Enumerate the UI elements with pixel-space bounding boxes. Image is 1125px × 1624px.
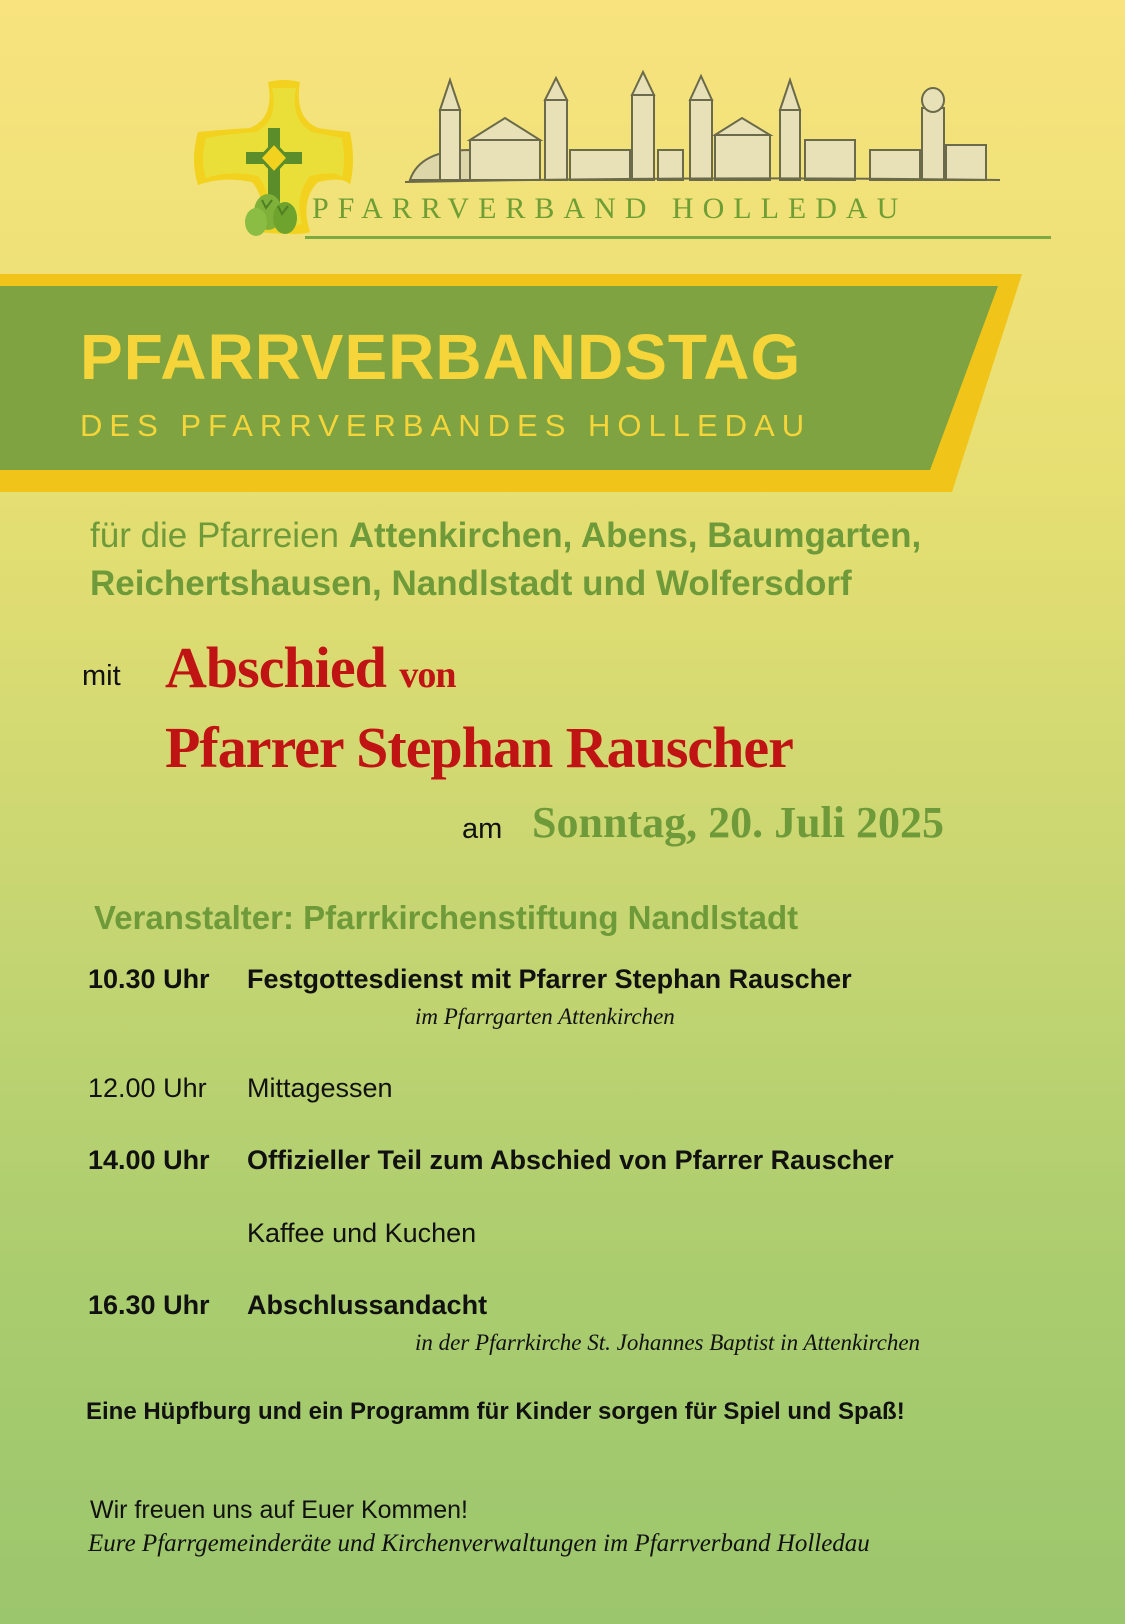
schedule-title: Mittagessen — [247, 1073, 393, 1103]
schedule-time: 10.30 Uhr — [88, 964, 210, 994]
organizer: Veranstalter: Pfarrkirchenstiftung Nandlstadt — [94, 899, 799, 936]
parishes-intro: für die Pfarreien — [90, 516, 349, 555]
schedule-time: 16.30 Uhr — [88, 1290, 210, 1320]
parishes-text — [90, 512, 1100, 608]
signature: Eure Pfarrgemeinderäte und Kirchenverwaltungen im Pfarrverband Holledau — [88, 1530, 870, 1557]
event-date: Sonntag, 20. Juli 2025 — [532, 798, 944, 847]
schedule-title: Festgottesdienst mit Pfarrer Stephan Rauscher — [247, 964, 852, 994]
von-word: von — [399, 654, 456, 696]
pastor-name: Pfarrer Stephan Rauscher — [165, 715, 793, 780]
kids-program-note: Eine Hüpfburg und ein Programm für Kinder sorgen für Spiel und Spaß! — [86, 1398, 905, 1425]
event-title: PFARRVERBANDSTAG — [80, 321, 802, 393]
abschied-word: Abschied — [165, 635, 386, 700]
logo-underline — [305, 236, 1051, 239]
schedule-time: 14.00 Uhr — [88, 1145, 210, 1175]
schedule-title: Offizieller Teil zum Abschied von Pfarrer Rauscher — [247, 1145, 894, 1175]
mit-label: mit — [82, 660, 121, 692]
closing-text: Wir freuen uns auf Euer Kommen! — [90, 1496, 468, 1524]
church-skyline-icon — [405, 72, 1000, 182]
schedule-time: 12.00 Uhr — [88, 1073, 207, 1103]
am-label: am — [462, 813, 503, 845]
farewell-heading — [165, 634, 455, 701]
schedule-location: im Pfarrgarten Attenkirchen — [415, 1004, 675, 1029]
schedule-title: Kaffee und Kuchen — [247, 1218, 477, 1248]
schedule-location: in der Pfarrkirche St. Johannes Baptist in Attenkirchen — [415, 1330, 921, 1355]
parishes-list: Attenkirchen, Abens, Baumgarten, Reichertshausen, Nandlstadt und Wolfersdorf — [90, 516, 922, 603]
logo-text: PFARRVERBAND HOLLEDAU — [312, 192, 908, 225]
event-subtitle: DES PFARRVERBANDES HOLLEDAU — [80, 408, 812, 443]
schedule-title: Abschlussandacht — [247, 1290, 488, 1320]
